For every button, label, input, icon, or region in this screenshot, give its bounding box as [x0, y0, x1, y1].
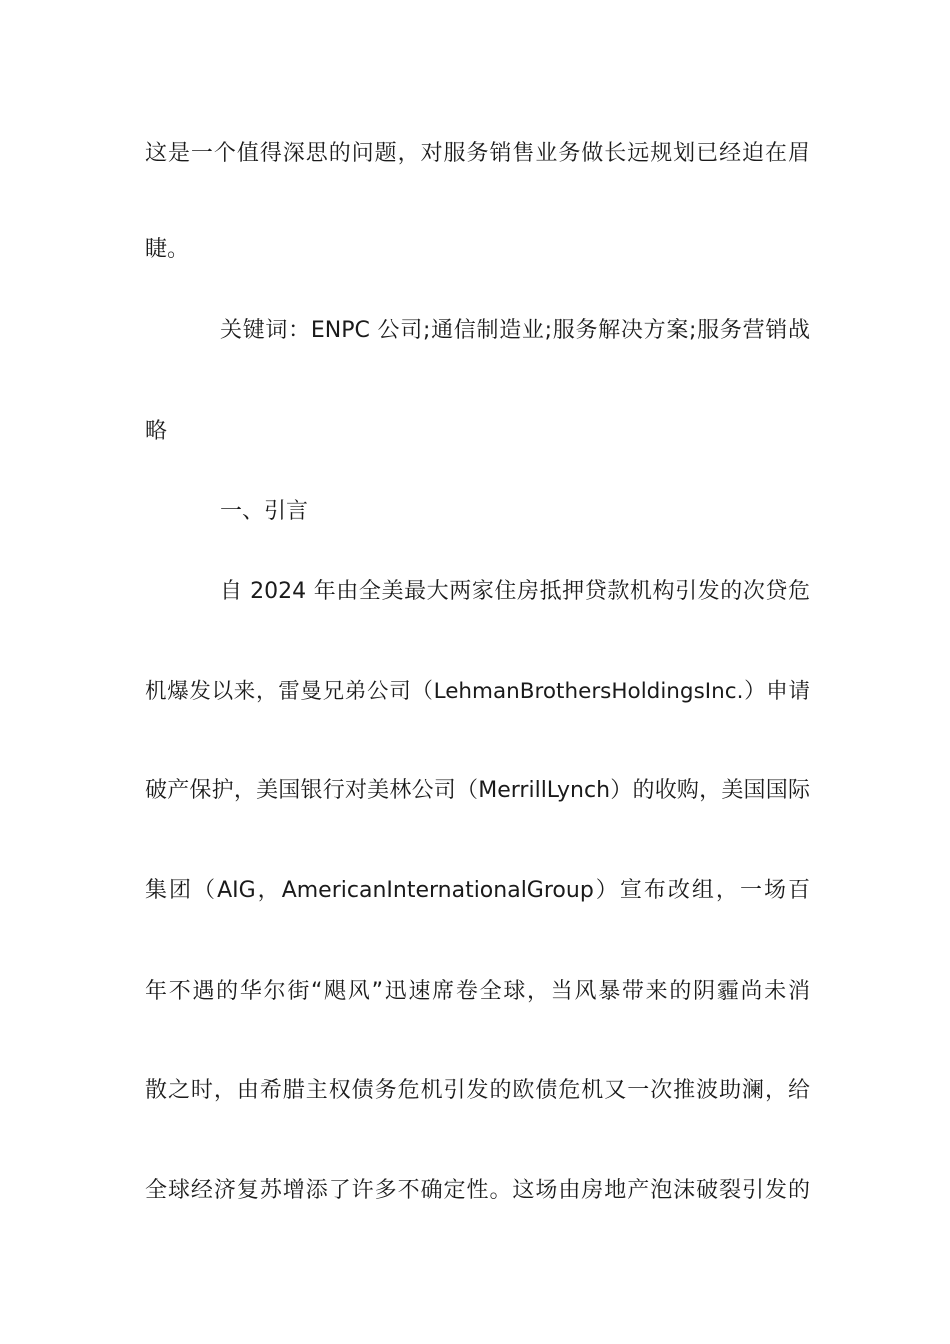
section-heading: 一、引言 — [220, 499, 309, 524]
paragraph-line: 机爆发以来，雷曼兄弟公司（LehmanBrothersHoldingsInc.）申请 — [145, 679, 810, 704]
keywords-line: 略 — [145, 419, 168, 444]
paragraph-line: 破产保护，美国银行对美林公司（MerrillLynch）的收购，美国国际 — [145, 778, 810, 803]
paragraph-line: 散之时，由希腊主权债务危机引发的欧债危机又一次推波助澜，给 — [145, 1078, 810, 1103]
paragraph-line: 睫。 — [145, 237, 190, 262]
paragraph-line: 自 2024 年由全美最大两家住房抵押贷款机构引发的次贷危 — [220, 579, 810, 604]
paragraph-line: 年不遇的华尔街“飓风”迅速席卷全球，当风暴带来的阴霾尚未消 — [145, 979, 810, 1004]
paragraph-line: 全球经济复苏增添了许多不确定性。这场由房地产泡沫破裂引发的 — [145, 1178, 810, 1203]
paragraph-line: 这是一个值得深思的问题，对服务销售业务做长远规划已经迫在眉 — [145, 141, 810, 166]
paragraph-line: 集团（AIG，AmericanInternationalGroup）宣布改组，一场百 — [145, 878, 810, 903]
keywords-line: 关键词：ENPC 公司;通信制造业;服务解决方案;服务营销战 — [220, 318, 810, 343]
